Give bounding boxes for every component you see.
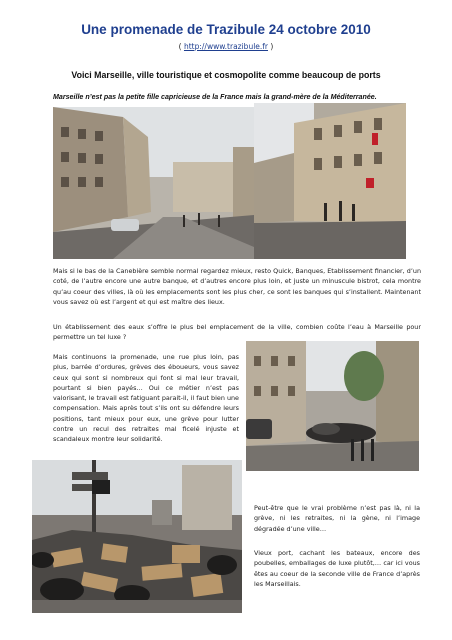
paragraph-water: Un établissement des eaux s’offre le plus bel emplacement de la ville, combien coûte l’eau à Marseille pour permettre un tel luxe ? <box>53 323 421 342</box>
website-link-line <box>0 42 452 51</box>
photo-boulevard <box>254 103 406 259</box>
photo-vieux-port-garbage <box>32 460 242 613</box>
website-link[interactable]: http://www.trazibule.fr <box>183 42 269 51</box>
link-paren-close: ) <box>268 42 274 51</box>
photo-canebiere <box>53 107 254 259</box>
paragraph-strike: Mais continuons la promenade, une rue plus loin, pas plus, barrée d’ordures, grèves des éboueurs, vous savez ceux qui sont si nombreux qui font si mal leur travail, pourtant si bien payés… Oui ce métier n’est pas valorisant, le travail est fatiguant parait-il, il faut bien une compensation. Mais après tout s’ils ont su défendre leurs positions, tant mieux pour eux, une grève pour lutter contre un recul des retraites mal ficelé injuste et scandaleux montre leur solidarité. <box>53 353 239 444</box>
paragraph-banks: Mais si le bas de la Canebière semble normal regardez mieux, resto Quick, Banques, Etablissement financier, d’un coté, de l’autre encore une autre banque, et d’autres encore plus loin, et juste un minuscule bistrot, cela montre qu’au coeur des villes, là où les emplacements sont les plus cher, ce sont les banques qui s’installent. Maintenant vous savez où est l’argent et qui est maître des lieux. <box>53 267 421 306</box>
link-paren-open: ( <box>178 42 184 51</box>
paragraph-vieux-port: Vieux port, cachant les bateaux, encore des poubelles, emballages de luxe plutôt,… car ici vous êtes au coeur de la seconde ville de France d’après les Marseillais. <box>254 549 420 588</box>
intro-text: Marseille n’est pas la petite fille capricieuse de la France mais la grand-mère de la Méditerranée. <box>53 93 377 101</box>
photo-garbage-street <box>246 341 419 471</box>
section-subtitle: Voici Marseille, ville touristique et cosmopolite comme beaucoup de ports <box>71 70 381 80</box>
paragraph-real-problem: Peut-être que le vrai problème n’est pas là, ni la grève, ni les retraites, ni la gène, ni l’image dégradée d’une ville… <box>254 504 420 533</box>
page-title: Une promenade de Trazibule 24 octobre 2010 <box>81 22 371 37</box>
